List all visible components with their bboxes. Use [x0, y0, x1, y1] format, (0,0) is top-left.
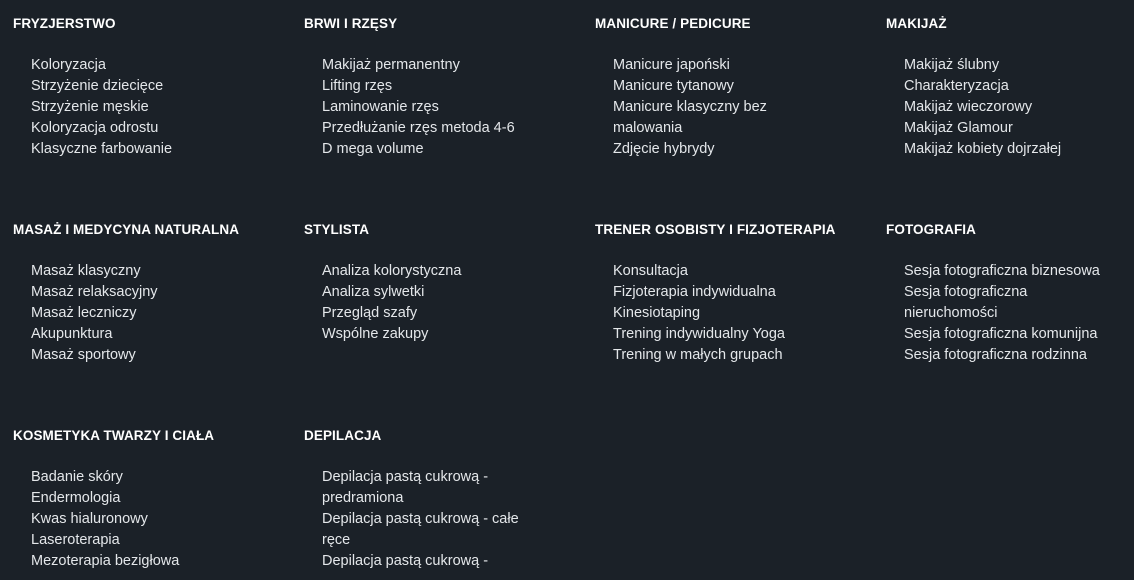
service-link[interactable]: Depilacja pastą cukrową -	[322, 553, 489, 569]
service-link[interactable]: Fizjoterapia indywidualna	[613, 284, 776, 300]
service-link[interactable]: Laseroterapia	[31, 532, 120, 548]
category-depilacja	[304, 426, 584, 572]
service-link[interactable]: Sesja fotograficzna biznesowa	[904, 263, 1100, 279]
category-fotografia	[886, 220, 1134, 366]
service-link[interactable]: Akupunktura	[31, 326, 113, 342]
service-link[interactable]: Konsultacja	[613, 263, 688, 279]
service-link[interactable]: Koloryzacja	[31, 57, 106, 73]
service-link[interactable]: Trening indywidualny Yoga	[613, 326, 785, 342]
service-link[interactable]: Sesja fotograficzna komunijna	[904, 326, 1098, 342]
service-link[interactable]: Analiza kolorystyczna	[322, 263, 462, 279]
services-grid	[13, 0, 1134, 580]
category-heading: MAKIJAŻ	[886, 16, 947, 31]
service-link[interactable]: Laminowanie rzęs	[322, 99, 439, 115]
service-link[interactable]: Strzyżenie dziecięce	[31, 78, 164, 94]
service-list	[13, 55, 293, 160]
service-link[interactable]: Lifting rzęs	[322, 78, 393, 94]
category-heading: MANICURE / PEDICURE	[595, 16, 751, 31]
category-heading: BRWI I RZĘSY	[304, 16, 398, 31]
category-heading: FOTOGRAFIA	[886, 222, 976, 237]
service-link[interactable]: Sesja fotograficzna nieruchomości	[904, 284, 1028, 321]
category-heading: DEPILACJA	[304, 428, 382, 443]
service-link[interactable]: Trening w małych grupach	[613, 347, 783, 363]
service-link[interactable]: Depilacja pastą cukrową - predramiona	[322, 469, 489, 506]
category-kosmetyka	[13, 426, 293, 572]
service-list	[13, 467, 293, 572]
service-list	[886, 55, 1134, 160]
category-masaz	[13, 220, 293, 366]
category-stylista	[304, 220, 584, 345]
service-list	[595, 55, 875, 160]
service-link[interactable]: Masaż relaksacyjny	[31, 284, 158, 300]
category-fryzjerstwo	[13, 14, 293, 160]
service-link[interactable]: Makijaż ślubny	[904, 57, 1000, 73]
service-link[interactable]: Manicure tytanowy	[613, 78, 734, 94]
category-makijaz	[886, 14, 1134, 160]
service-link[interactable]: Przegląd szafy	[322, 305, 418, 321]
service-list	[304, 261, 584, 345]
service-link[interactable]: Analiza sylwetki	[322, 284, 425, 300]
service-link[interactable]: Masaż sportowy	[31, 347, 136, 363]
service-list	[886, 261, 1134, 366]
category-heading: KOSMETYKA TWARZY I CIAŁA	[13, 428, 215, 443]
service-link[interactable]: Manicure klasyczny bez malowania	[613, 99, 767, 136]
service-list	[595, 261, 875, 366]
service-link[interactable]: Zdjęcie hybrydy	[613, 141, 715, 157]
service-link[interactable]: Przedłużanie rzęs metoda 4-6	[322, 120, 515, 136]
service-link[interactable]: Klasyczne farbowanie	[31, 141, 173, 157]
category-heading: FRYZJERSTWO	[13, 16, 116, 31]
service-link[interactable]: Sesja fotograficzna rodzinna	[904, 347, 1087, 363]
service-list	[13, 261, 293, 366]
service-link[interactable]: Mezoterapia bezigłowa	[31, 553, 180, 569]
category-brwi-i-rzesy	[304, 14, 584, 160]
category-manicure-pedicure	[595, 14, 875, 160]
service-link[interactable]: Strzyżenie męskie	[31, 99, 149, 115]
service-link[interactable]: Endermologia	[31, 490, 121, 506]
category-heading: MASAŻ I MEDYCYNA NATURALNA	[13, 222, 240, 237]
service-link[interactable]: Makijaż permanentny	[322, 57, 460, 73]
service-list	[304, 55, 584, 160]
service-link[interactable]: Makijaż wieczorowy	[904, 99, 1033, 115]
service-link[interactable]: Kwas hialuronowy	[31, 511, 148, 527]
service-link[interactable]: Makijaż Glamour	[904, 120, 1013, 136]
service-link[interactable]: Masaż leczniczy	[31, 305, 137, 321]
service-link[interactable]: Koloryzacja odrostu	[31, 120, 159, 136]
service-list	[304, 467, 584, 572]
service-link[interactable]: Makijaż kobiety dojrzałej	[904, 141, 1062, 157]
service-link[interactable]: Manicure japoński	[613, 57, 730, 73]
category-heading: STYLISTA	[304, 222, 370, 237]
service-link[interactable]: Badanie skóry	[31, 469, 123, 485]
service-link[interactable]: Wspólne zakupy	[322, 326, 429, 342]
service-link[interactable]: Kinesiotaping	[613, 305, 701, 321]
service-link[interactable]: Masaż klasyczny	[31, 263, 141, 279]
service-link[interactable]: Depilacja pastą cukrową - całe ręce	[322, 511, 519, 548]
service-link[interactable]: Charakteryzacja	[904, 78, 1009, 94]
category-trener	[595, 220, 875, 366]
category-heading: TRENER OSOBISTY I FIZJOTERAPIA	[595, 222, 836, 237]
service-link[interactable]: D mega volume	[322, 141, 424, 157]
